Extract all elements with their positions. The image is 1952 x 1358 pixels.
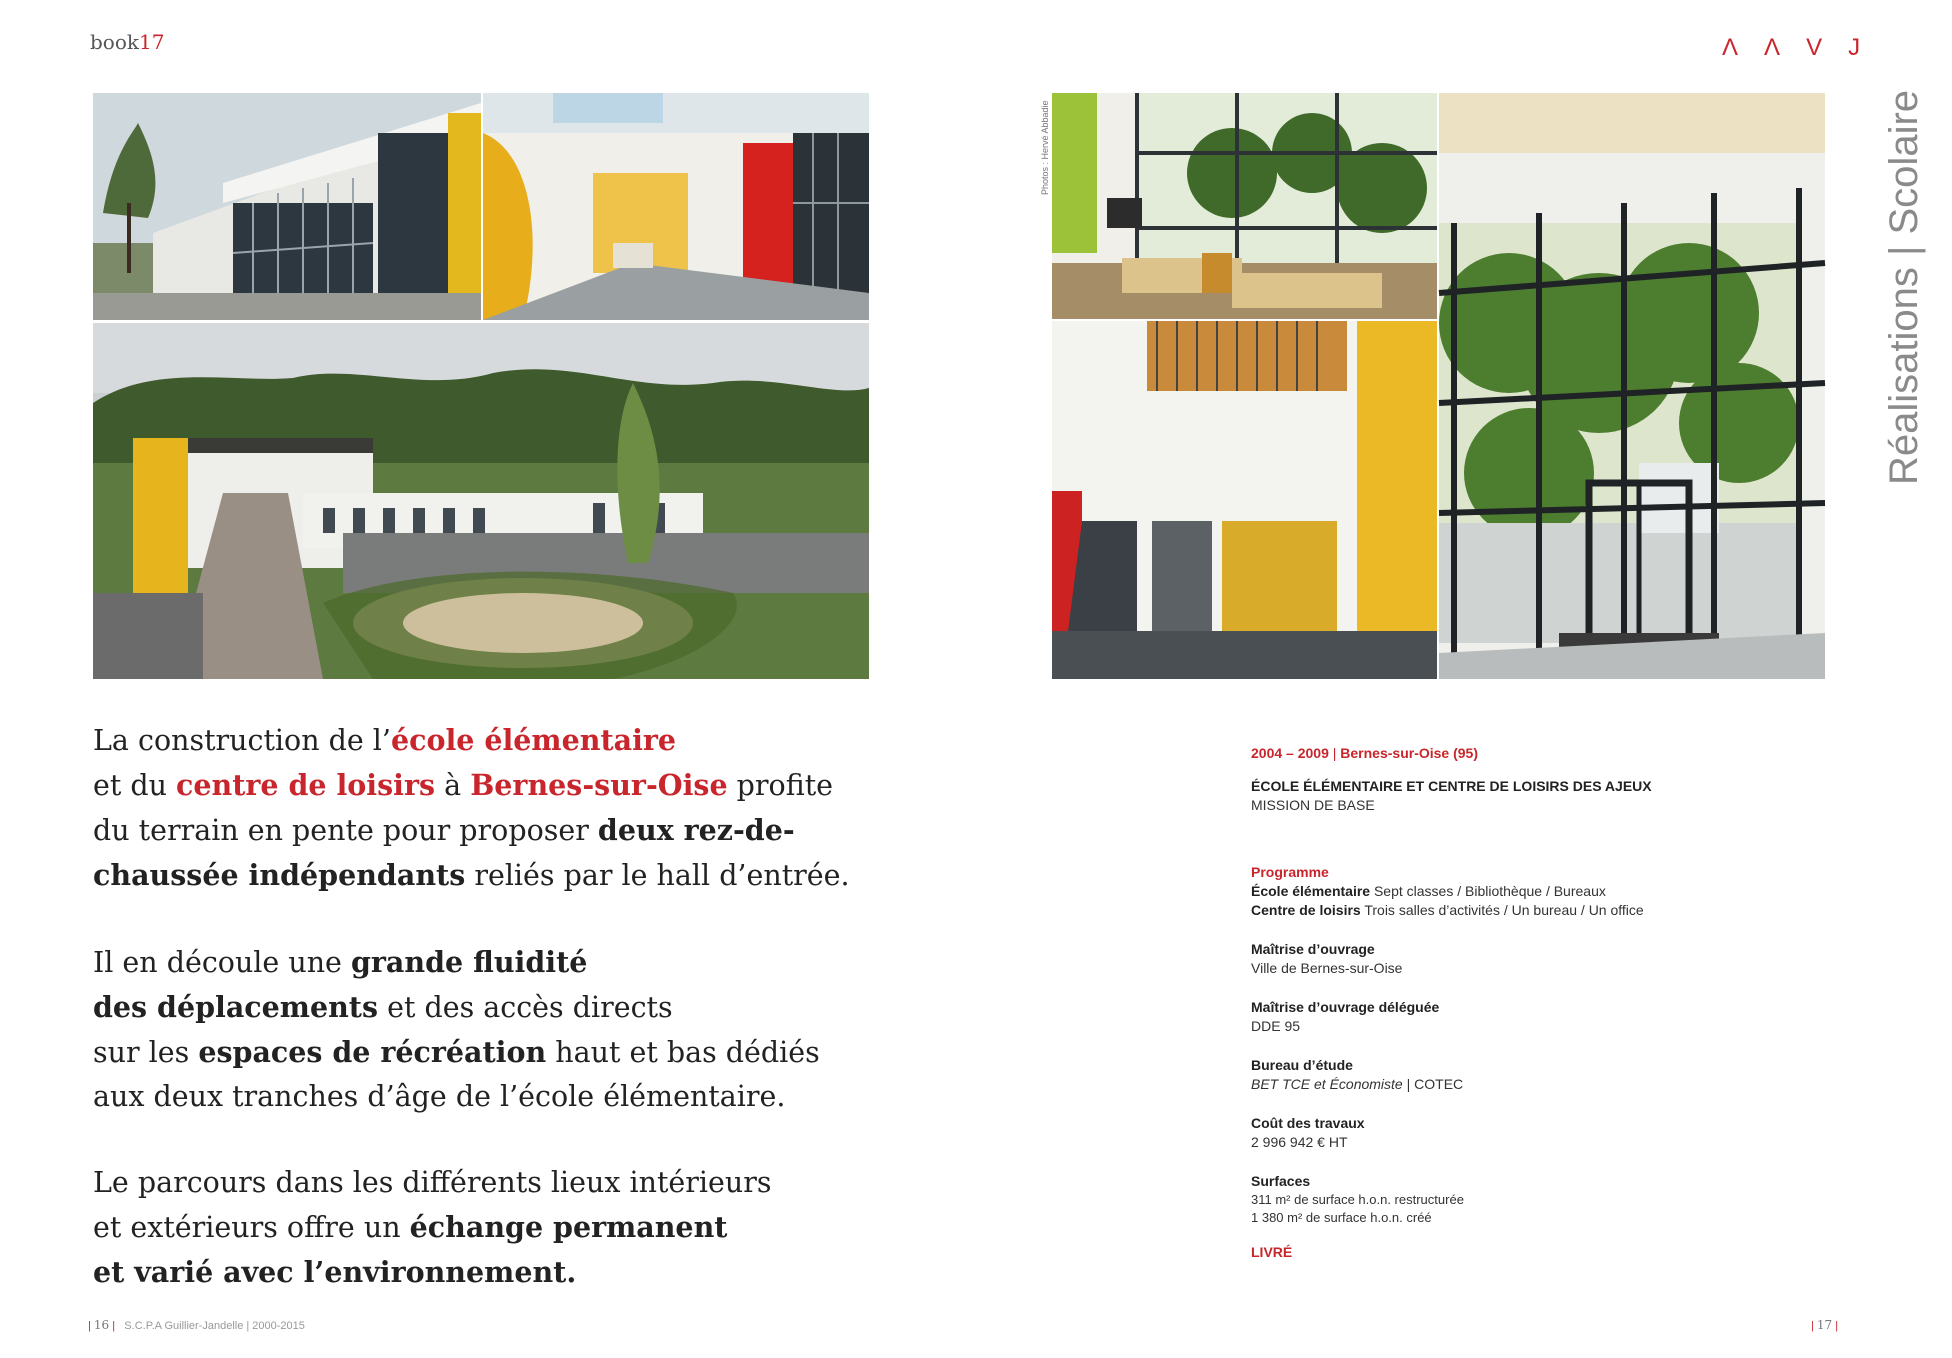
photo-credit-text: Photos : Hervé Abbadie bbox=[1040, 100, 1050, 195]
client-label: Maîtrise d’ouvrage bbox=[1251, 941, 1375, 957]
lead-text-span: aux deux tranches d’âge de l’école élémentaire. bbox=[93, 1080, 786, 1113]
firm-logo: ΛΛVJ bbox=[1722, 34, 1887, 61]
project-dates: 2004 – 2009 bbox=[1251, 745, 1329, 761]
photo-exterior-facade bbox=[93, 93, 481, 320]
lead-text-span: reliés par le hall d’entrée. bbox=[465, 859, 850, 892]
lead-text-span: Le parcours dans les différents lieux intérieurs bbox=[93, 1166, 772, 1199]
cost-label: Coût des travaux bbox=[1251, 1115, 1365, 1131]
lead-bold-span: espaces de récréation bbox=[198, 1035, 547, 1069]
lead-bold-span: des déplacements bbox=[93, 990, 379, 1024]
photo-aerial-view bbox=[93, 323, 869, 679]
book-number: 17 bbox=[139, 30, 165, 54]
lead-text-span: profite du terrain en pente pour proposer bbox=[93, 769, 834, 847]
separator: | bbox=[1402, 1076, 1415, 1092]
lead-paragraph-1 bbox=[93, 718, 853, 898]
client-block bbox=[1251, 940, 1671, 978]
page-number-left: 16 bbox=[93, 1318, 110, 1332]
engineering-type: BET TCE et Économiste bbox=[1251, 1076, 1403, 1092]
programme-block bbox=[1251, 863, 1671, 920]
lead-text bbox=[93, 718, 853, 1337]
project-title: ÉCOLE ÉLÉMENTAIRE ET CENTRE DE LOISIRS DES AJEUX bbox=[1251, 778, 1652, 794]
book-word: book bbox=[90, 30, 140, 54]
programme-line-2 bbox=[1251, 901, 1671, 920]
lead-text-span: sur les bbox=[93, 1036, 199, 1069]
lead-text-span: et extérieurs offre un bbox=[93, 1211, 410, 1244]
photo-classroom bbox=[1052, 93, 1437, 319]
surfaces-block bbox=[1251, 1172, 1671, 1227]
cost-block bbox=[1251, 1114, 1671, 1152]
lead-bold-span: grande fluidité bbox=[350, 945, 588, 979]
photo-entrance-hall bbox=[1052, 321, 1437, 679]
footer-left: | 16 | S.C.P.A Guillier-Jandelle | 2000-2015 bbox=[88, 1318, 305, 1332]
lead-text-span: et des accès directs bbox=[378, 991, 673, 1024]
section-title bbox=[1882, 89, 1952, 485]
programme-item-value: Trois salles d’activités / Un bureau / Un office bbox=[1360, 902, 1644, 918]
footer-firm-text: S.C.P.A Guillier-Jandelle | 2000-2015 bbox=[124, 1320, 305, 1332]
separator: | bbox=[1332, 745, 1337, 761]
lead-text-span: haut et bas dédiés bbox=[546, 1036, 820, 1069]
project-mission: MISSION DE BASE bbox=[1251, 797, 1375, 813]
programme-line-1 bbox=[1251, 882, 1671, 901]
lead-bold-span: deux rez-de-chaussée indépendants bbox=[93, 813, 795, 892]
highlight-leisure-center: centre de loisirs bbox=[176, 768, 436, 802]
project-title-block bbox=[1251, 777, 1671, 815]
book-label bbox=[90, 30, 164, 54]
project-info bbox=[1251, 744, 1671, 1262]
section-title-text: Réalisations | Scolaire bbox=[1882, 89, 1926, 485]
programme-label: Programme bbox=[1251, 864, 1329, 880]
surface-line: 1 380 m² de surface h.o.n. créé bbox=[1251, 1210, 1432, 1225]
delegated-client-label: Maîtrise d’ouvrage déléguée bbox=[1251, 999, 1440, 1015]
programme-item-label: École élémentaire bbox=[1251, 883, 1371, 899]
lead-bold-span: échange permanent bbox=[409, 1210, 728, 1244]
project-location: Bernes-sur-Oise (95) bbox=[1340, 745, 1478, 761]
client-value: Ville de Bernes-sur-Oise bbox=[1251, 960, 1403, 976]
lead-text-span: La construction de l’ bbox=[93, 724, 391, 757]
lead-text-span: Il en découle une bbox=[93, 946, 351, 979]
programme-item-label: Centre de loisirs bbox=[1251, 902, 1361, 918]
page-number-right: 17 bbox=[1816, 1318, 1833, 1332]
surfaces-label: Surfaces bbox=[1251, 1173, 1311, 1189]
highlight-town: Bernes-sur-Oise bbox=[470, 768, 728, 802]
engineering-firm: COTEC bbox=[1414, 1076, 1464, 1092]
engineering-value bbox=[1251, 1075, 1671, 1094]
photo-glazed-hall-facade bbox=[1439, 93, 1825, 679]
project-status: LIVRÉ bbox=[1251, 1244, 1293, 1260]
lead-text-span: et du bbox=[93, 769, 177, 802]
cost-value: 2 996 942 € HT bbox=[1251, 1134, 1348, 1150]
delegated-client-block bbox=[1251, 998, 1671, 1036]
delegated-client-value: DDE 95 bbox=[1251, 1018, 1301, 1034]
footer-right: | 17 | bbox=[1811, 1318, 1839, 1332]
surface-line: 311 m² de surface h.o.n. restructurée bbox=[1251, 1192, 1464, 1207]
photo-interior-corridor bbox=[483, 93, 869, 320]
engineering-label: Bureau d’étude bbox=[1251, 1057, 1353, 1073]
project-dates-location bbox=[1251, 744, 1671, 763]
engineering-block bbox=[1251, 1056, 1671, 1094]
highlight-school: école élémentaire bbox=[390, 723, 677, 757]
lead-text-span: à bbox=[435, 769, 471, 802]
lead-paragraph-2 bbox=[93, 940, 853, 1119]
programme-item-value: Sept classes / Bibliothèque / Bureaux bbox=[1370, 883, 1606, 899]
lead-bold-span: et varié avec l’environnement. bbox=[93, 1255, 577, 1289]
lead-paragraph-3 bbox=[93, 1161, 853, 1295]
